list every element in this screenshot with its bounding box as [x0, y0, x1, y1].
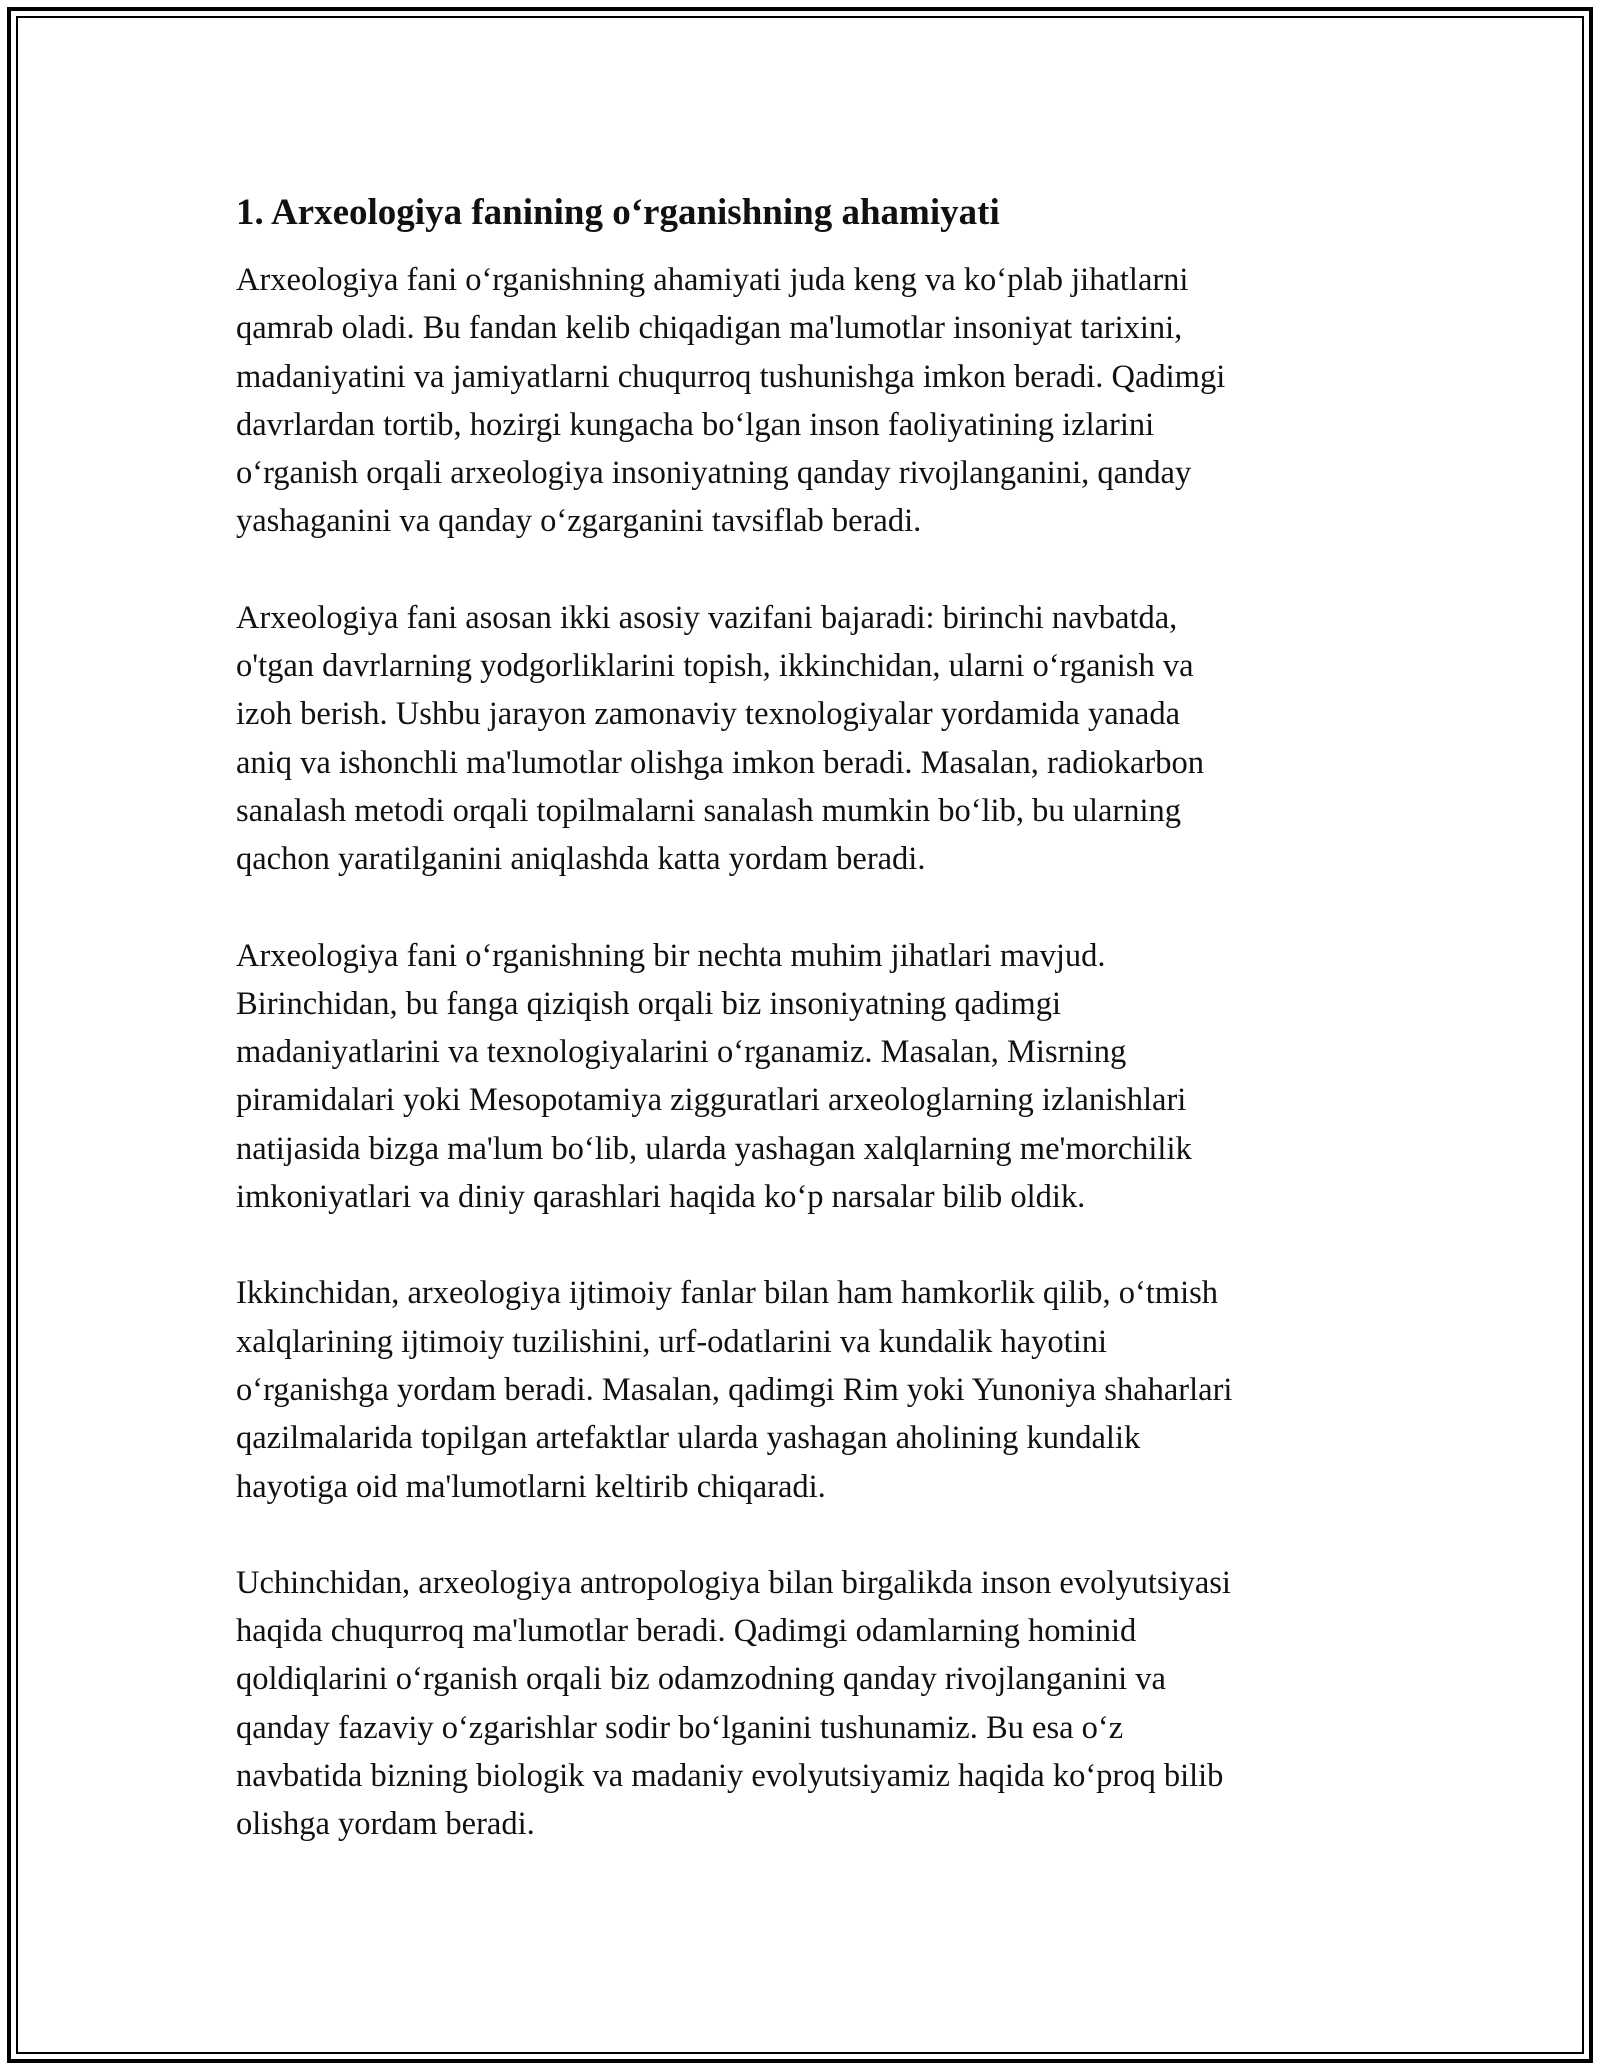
- text-line: hayotiga oid ma'lumotlarni keltirib chiqaradi.: [236, 1468, 826, 1505]
- text-line: o'tgan davrlarning yodgorliklarini topish, ikkinchidan, ularni oʻrganish va: [236, 648, 1194, 685]
- text-line: piramidalari yoki Mesopotamiya zigguratlari arxeologlarning izlanishlari: [236, 1082, 1187, 1119]
- text-line: haqida chuqurroq ma'lumotlar beradi. Qadimgi odamlarning hominid: [236, 1613, 1137, 1650]
- text-line: qoldiqlarini oʻrganish orqali biz odamzodning qanday rivojlanganini va: [236, 1661, 1166, 1698]
- text-line: qazilmalarida topilgan artefaktlar ularda yashagan aholining kundalik: [236, 1420, 1141, 1457]
- text-line: aniq va ishonchli ma'lumotlar olishga imkon beradi. Masalan, radiokarbon: [236, 744, 1204, 781]
- text-line: qamrab oladi. Bu fandan kelib chiqadigan ma'lumotlar insoniyat tarixini,: [236, 310, 1183, 347]
- text-line: Birinchidan, bu fanga qiziqish orqali biz insoniyatning qadimgi: [236, 985, 1061, 1022]
- text-line: yashaganini va qanday oʻzgarganini tavsiflab beradi.: [236, 503, 922, 540]
- paragraph-3: [236, 932, 1386, 1222]
- text-line: oʻrganishga yordam beradi. Masalan, qadimgi Rim yoki Yunoniya shaharlari: [236, 1371, 1233, 1408]
- paragraph-4: [236, 1269, 1386, 1510]
- text-line: Arxeologiya fani asosan ikki asosiy vazifani bajaradi: birinchi navbatda,: [236, 599, 1178, 636]
- text-line: sanalash metodi orqali topilmalarni sanalash mumkin boʻlib, bu ularning: [236, 792, 1182, 829]
- text-line: madaniyatlarini va texnologiyalarini oʻrganamiz. Masalan, Misrning: [236, 1034, 1127, 1071]
- document-body: [236, 188, 1386, 1897]
- text-line: Arxeologiya fani oʻrganishning ahamiyati juda keng va koʻplab jihatlarni: [236, 262, 1189, 298]
- text-line: qanday fazaviy oʻzgarishlar sodir boʻlganini tushunamiz. Bu esa oʻz: [236, 1709, 1124, 1746]
- text-line: qachon yaratilganini aniqlashda katta yordam beradi.: [236, 841, 926, 878]
- section-heading: 1. Arxeologiya fanining oʻrganishning ahamiyati: [236, 192, 1000, 233]
- text-line: Ikkinchidan, arxeologiya ijtimoiy fanlar bilan ham hamkorlik qilib, oʻtmish: [236, 1275, 1219, 1312]
- text-line: madaniyatini va jamiyatlarni chuqurroq tushunishga imkon beradi. Qadimgi: [236, 358, 1226, 395]
- text-line: davrlardan tortib, hozirgi kungacha boʻlgan inson faoliyatining izlarini: [236, 406, 1155, 443]
- text-line: imkoniyatlari va diniy qarashlari haqida koʻp narsalar bilib oldik.: [236, 1179, 1086, 1216]
- text-line: izoh berish. Ushbu jarayon zamonaviy texnologiyalar yordamida yanada: [236, 696, 1181, 733]
- text-line: olishga yordam beradi.: [236, 1806, 535, 1843]
- text-line: Arxeologiya fani oʻrganishning bir nechta muhim jihatlari mavjud.: [236, 937, 1106, 974]
- text-line: oʻrganish orqali arxeologiya insoniyatning qanday rivojlanganini, qanday: [236, 455, 1192, 492]
- text-line: natijasida bizga ma'lum boʻlib, ularda yashagan xalqlarning me'morchilik: [236, 1130, 1192, 1167]
- text-line: xalqlarining ijtimoiy tuzilishini, urf-odatlarini va kundalik hayotini: [236, 1323, 1108, 1360]
- text-line: navbatida bizning biologik va madaniy evolyutsiyamiz haqida koʻproq bilib: [236, 1758, 1224, 1795]
- paragraph-2: [236, 594, 1386, 884]
- paragraph-1: [236, 256, 1386, 546]
- text-line: Uchinchidan, arxeologiya antropologiya bilan birgalikda inson evolyutsiyasi: [236, 1564, 1231, 1601]
- paragraph-5: [236, 1559, 1386, 1849]
